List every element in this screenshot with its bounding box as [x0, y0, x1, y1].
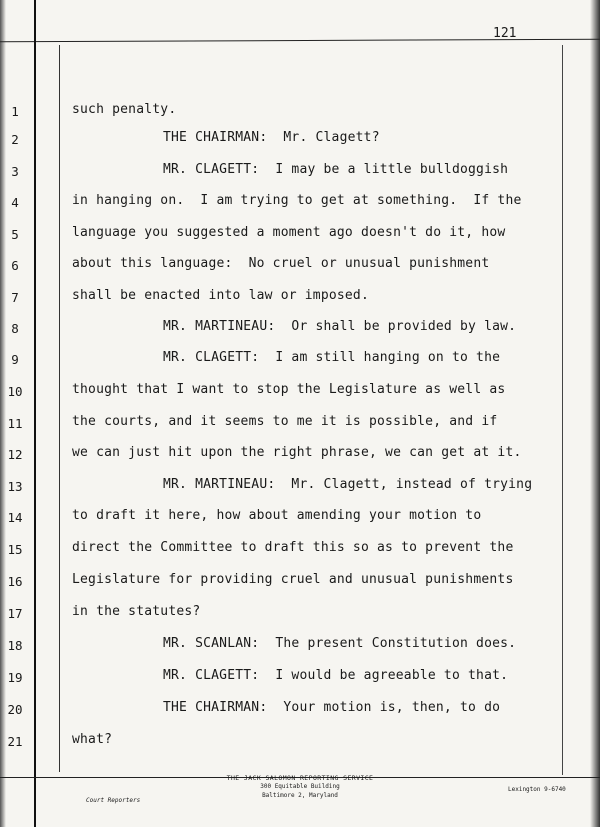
footer-address-line2: Baltimore 2, Maryland: [262, 792, 338, 799]
line-number: 11: [7, 416, 23, 431]
transcript-line: such penalty.: [72, 102, 177, 117]
line-number: 14: [7, 510, 23, 525]
line-number: 13: [7, 479, 23, 494]
line-number: 15: [7, 542, 23, 557]
transcript-line: MR. MARTINEAU: Or shall be provided by law.: [163, 319, 517, 334]
page-number: 121: [493, 26, 517, 41]
transcript-line: what?: [72, 732, 113, 747]
footer-court-reporters: Court Reporters: [86, 797, 141, 804]
line-number: 12: [7, 447, 23, 462]
line-number: 4: [11, 195, 19, 210]
transcript-line: direct the Committee to draft this so as to prevent the: [72, 540, 514, 555]
line-number: 7: [11, 290, 19, 305]
transcript-line: to draft it here, how about amending your motion to: [72, 508, 482, 523]
line-number: 17: [7, 606, 23, 621]
line-number: 3: [11, 164, 19, 179]
transcript-line: language you suggested a moment ago doesn't do it, how: [72, 225, 506, 240]
scan-edge-right: [590, 0, 600, 827]
transcript-line: thought that I want to stop the Legislature as well as: [72, 382, 506, 397]
line-number: 21: [7, 734, 23, 749]
footer-phone: Lexington 9-6740: [508, 786, 566, 793]
line-number: 1: [11, 104, 19, 119]
transcript-line: MR. SCANLAN: The present Constitution does.: [163, 636, 517, 651]
transcript-line: we can just hit upon the right phrase, we can get at it.: [72, 445, 522, 460]
transcript-line: in hanging on. I am trying to get at something. If the: [72, 193, 522, 208]
left-margin-rule: [34, 0, 36, 827]
right-margin-rule: [562, 45, 563, 775]
footer-reporter-name: THE JACK SALOMON REPORTING SERVICE: [226, 774, 374, 782]
transcript-line: MR. MARTINEAU: Mr. Clagett, instead of trying: [163, 477, 533, 492]
transcript-line: about this language: No cruel or unusual punishment: [72, 256, 490, 271]
line-number: 18: [7, 638, 23, 653]
line-number: 5: [11, 227, 19, 242]
line-number: 6: [11, 258, 19, 273]
transcript-line: MR. CLAGETT: I am still hanging on to the: [163, 350, 501, 365]
line-number: 20: [7, 702, 23, 717]
line-number: 10: [7, 384, 23, 399]
transcript-line: MR. CLAGETT: I would be agreeable to that.: [163, 668, 509, 683]
transcript-line: Legislature for providing cruel and unusual punishments: [72, 572, 514, 587]
transcript-line: in the statutes?: [72, 604, 201, 619]
text-margin-rule: [59, 45, 60, 772]
transcript-line: shall be enacted into law or imposed.: [72, 288, 369, 303]
transcript-line: THE CHAIRMAN: Mr. Clagett?: [163, 130, 380, 145]
line-number: 19: [7, 670, 23, 685]
line-number: 8: [11, 321, 19, 336]
transcript-line: the courts, and it seems to me it is possible, and if: [72, 414, 498, 429]
line-number: 2: [11, 132, 19, 147]
footer-address-line1: 300 Equitable Building: [260, 783, 340, 790]
line-number: 16: [7, 574, 23, 589]
transcript-line: THE CHAIRMAN: Your motion is, then, to do: [163, 700, 501, 715]
transcript-line: MR. CLAGETT: I may be a little bulldoggish: [163, 162, 509, 177]
line-number: 9: [11, 352, 19, 367]
